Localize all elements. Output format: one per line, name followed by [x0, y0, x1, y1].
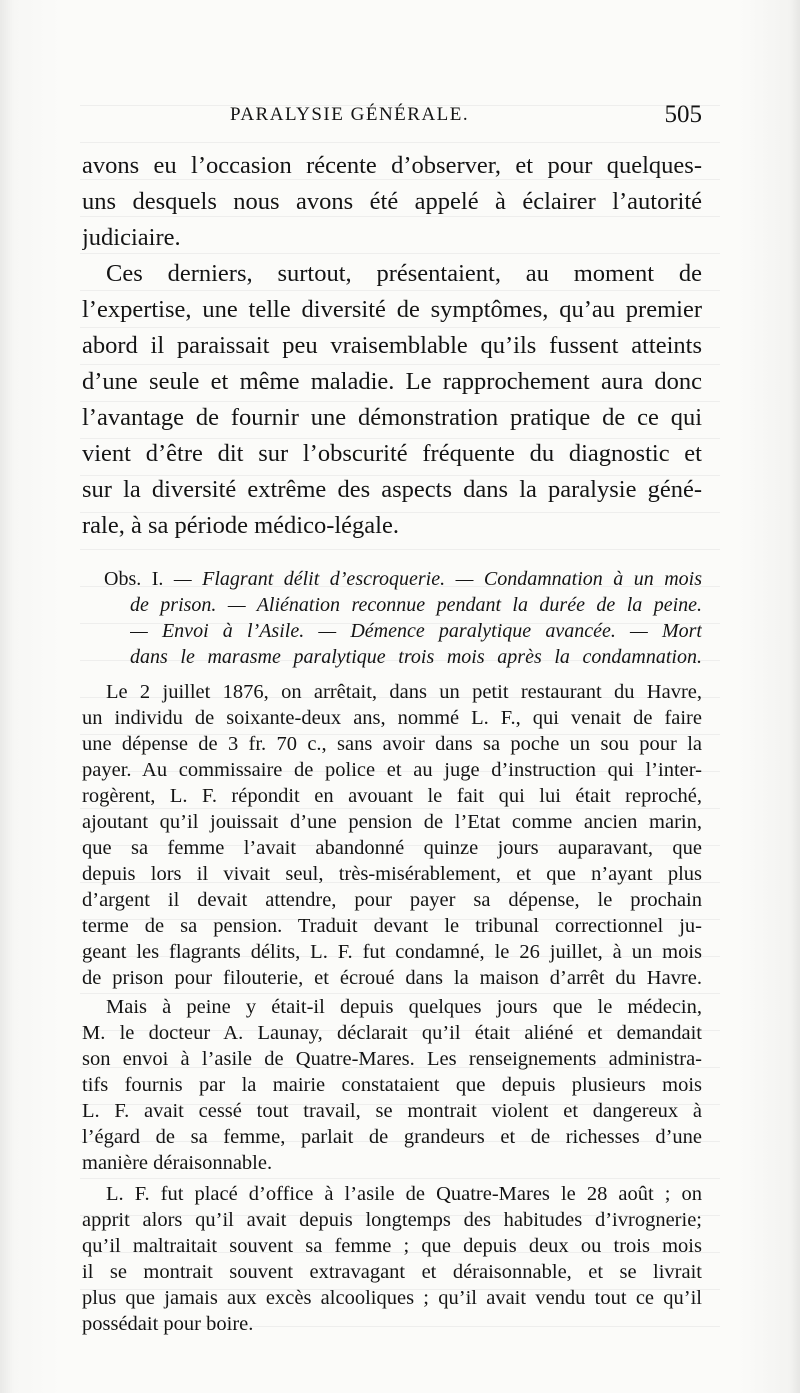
- text-line: payer. Au commissaire de police et au juge d’instruction qui l’inter-: [82, 759, 702, 781]
- text-line: manière déraisonnable.: [82, 1152, 273, 1174]
- text-line: l’égard de sa femme, parlait de grandeurs et de richesses d’une: [82, 1126, 702, 1148]
- text-line: de prison pour filouterie, et écroué dans la maison d’arrêt du Havre.: [82, 967, 702, 989]
- text-line: plus que jamais aux excès alcooliques ; qu’il avait vendu tout ce qu’il: [82, 1287, 702, 1309]
- observation-heading-line: [104, 566, 702, 592]
- text-line: terme de sa pension. Traduit devant le tribunal correctionnel ju-: [82, 915, 702, 937]
- text-line: son envoi à l’asile de Quatre-Mares. Les renseignements administra-: [82, 1048, 702, 1070]
- text-line: d’une seule et même maladie. Le rapprochement aura donc: [82, 368, 702, 395]
- text-line: Mais à peine y était-il depuis quelques jours que le médecin,: [106, 996, 702, 1018]
- text-line: judiciaire.: [82, 224, 181, 251]
- text-line: L. F. fut placé d’office à l’asile de Quatre-Mares le 28 août ; on: [106, 1183, 702, 1205]
- text-line: ajoutant qu’il jouissait d’une pension de l’Etat comme ancien marin,: [82, 811, 702, 833]
- text-line: rale, à sa période médico-légale.: [82, 512, 399, 539]
- page-number: 505: [664, 101, 702, 128]
- text-line: abord il paraissait peu vraisemblable qu’ils fussent atteints: [82, 332, 702, 359]
- text-line: M. le docteur A. Launay, déclarait qu’il était aliéné et demandait: [82, 1022, 702, 1044]
- text-line: geant les flagrants délits, L. F. fut condamné, le 26 juillet, à un mois: [82, 941, 702, 963]
- text-line: avons eu l’occasion récente d’observer, et pour quelques-: [82, 152, 702, 179]
- text-line: une dépense de 3 fr. 70 c., sans avoir dans sa poche un sou pour la: [82, 733, 702, 755]
- text-line: un individu de soixante-deux ans, nommé L. F., qui venait de faire: [82, 707, 702, 729]
- text-line: Le 2 juillet 1876, on arrêtait, dans un petit restaurant du Havre,: [106, 681, 702, 703]
- running-title: PARALYSIE GÉNÉRALE.: [230, 104, 470, 125]
- text-line: depuis lors il vivait seul, très-misérablement, et que n’ayant plus: [82, 863, 702, 885]
- text-line: que sa femme l’avait abandonné quinze jours auparavant, que: [82, 837, 702, 859]
- text-line: tifs fournis par la mairie constataient que depuis plusieurs mois: [82, 1074, 702, 1096]
- observation-heading-text: — Flagrant délit d’escroquerie. — Condamnation à un mois: [173, 568, 702, 590]
- running-header: [230, 101, 702, 134]
- text-line: possédait pour boire.: [82, 1313, 254, 1335]
- text-line: Ces derniers, surtout, présentaient, au moment de: [106, 260, 702, 287]
- text-line: l’expertise, une telle diversité de symptômes, qu’au premier: [82, 296, 702, 323]
- text-line: sur la diversité extrême des aspects dans la paralysie géné-: [82, 476, 702, 503]
- observation-label: Obs. I.: [104, 568, 164, 590]
- text-line: L. F. avait cessé tout travail, se montrait violent et dangereux à: [82, 1100, 702, 1122]
- observation-heading-line: de prison. — Aliénation reconnue pendant la durée de la peine.: [130, 594, 702, 616]
- text-line: il se montrait souvent extravagant et déraisonnable, et se livrait: [82, 1261, 702, 1283]
- observation-heading-line: dans le marasme paralytique trois mois après la condamnation.: [130, 646, 702, 668]
- text-line: apprit alors qu’il avait depuis longtemps des habitudes d’ivrognerie;: [82, 1209, 702, 1231]
- observation-heading-line: — Envoi à l’Asile. — Démence paralytique avancée. — Mort: [130, 620, 702, 642]
- text-line: uns desquels nous avons été appelé à éclairer l’autorité: [82, 188, 702, 215]
- text-line: qu’il maltraitait souvent sa femme ; que depuis deux ou trois mois: [82, 1235, 702, 1257]
- text-line: rogèrent, L. F. répondit en avouant le fait qui lui était reproché,: [82, 785, 702, 807]
- text-line: vient d’être dit sur l’obscurité fréquente du diagnostic et: [82, 440, 702, 467]
- text-line: l’avantage de fournir une démonstration pratique de ce qui: [82, 404, 702, 431]
- text-line: d’argent il devait attendre, pour payer sa dépense, le prochain: [82, 889, 702, 911]
